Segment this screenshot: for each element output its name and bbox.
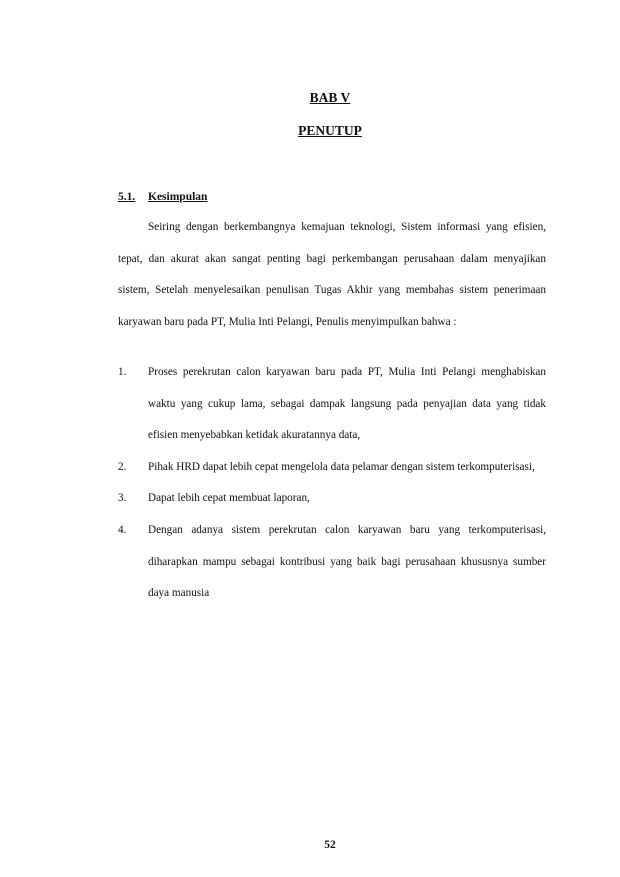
list-item-text: Dengan adanya sistem perekrutan calon karyawan baru yang terkomputerisasi, diharapkan mampu sebagai kontribusi yang baik bagi perusahaan khususnya sumber daya manusia	[148, 523, 546, 600]
list-item-number: 1.	[118, 366, 127, 378]
list-item-number: 4.	[118, 523, 127, 536]
page-number: 52	[324, 839, 336, 851]
list-item-text: Proses perekrutan calon karyawan baru pada PT, Mulia Inti Pelangi menghabiskan waktu yang cukup lama, sebagai dampak langsung pada penyajian data yang tidak efisien menyebabkan ketidak akuratannya data,	[148, 366, 546, 442]
list-item	[118, 452, 546, 484]
chapter-number: BAB V	[309, 90, 351, 105]
section-heading	[118, 191, 207, 203]
section-number: 5.1.	[118, 191, 136, 203]
list-item	[118, 515, 546, 610]
list-item	[118, 483, 546, 515]
conclusion-list	[118, 357, 546, 610]
conclusion-paragraph: Seiring dengan berkembangnya kemajuan teknologi, Sistem informasi yang efisien, tepat, dan akurat akan sangat penting bagi perkembangan perusahaan dalam menyajikan sistem, Setelah menyelesaikan penulisan Tugas Akhir yang membahas sistem penerimaan karyawan baru pada PT, Mulia Inti Pelangi, Penulis menyimpulkan bahwa :	[118, 221, 546, 328]
list-item-text: Dapat lebih cepat membuat laporan,	[148, 492, 310, 505]
chapter-title: PENUTUP	[298, 123, 362, 138]
list-item	[118, 357, 546, 452]
section-title: Kesimpulan	[148, 191, 208, 203]
list-item-number: 3.	[118, 492, 127, 505]
list-item-number: 2.	[118, 460, 127, 473]
list-item-text: Pihak HRD dapat lebih cepat mengelola data pelamar dengan sistem terkomputerisasi,	[148, 460, 535, 473]
